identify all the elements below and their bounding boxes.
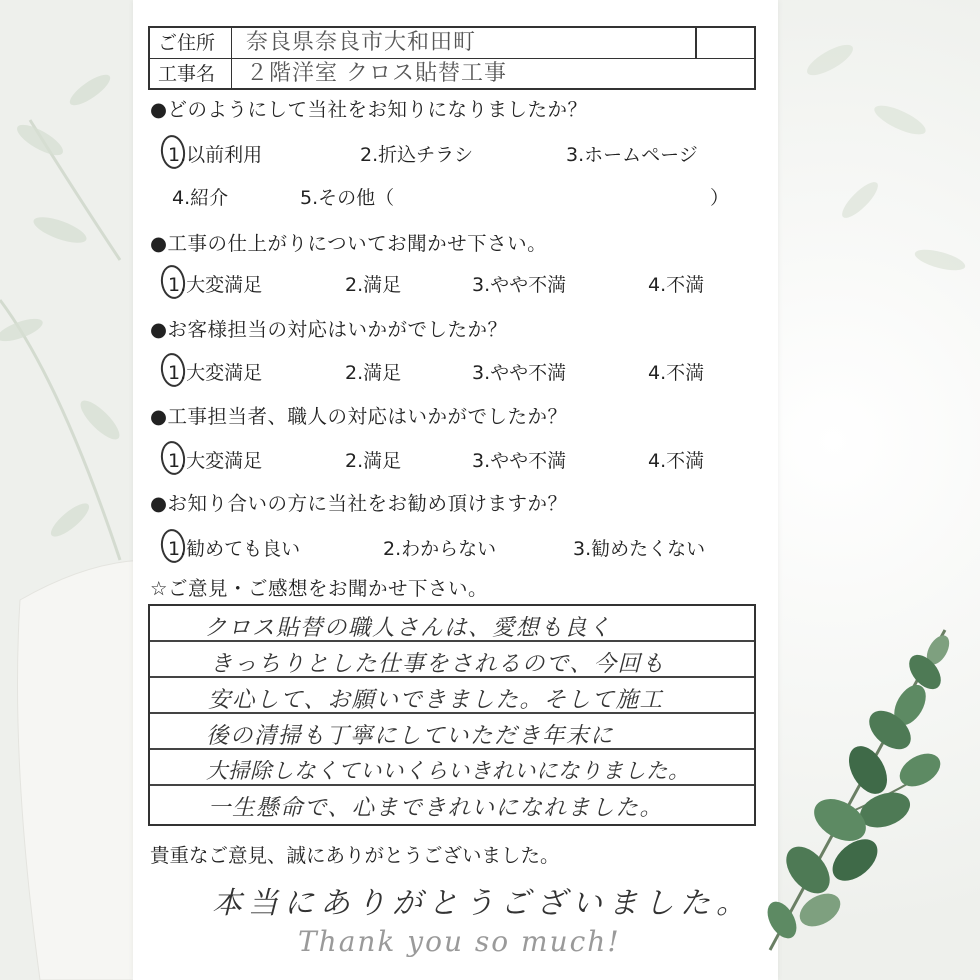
- q3-option-1: 1.大変満足: [168, 362, 263, 384]
- question-1: ●どのようにして当社をお知りになりましたか？: [150, 98, 588, 121]
- comment-line-1: クロス貼替の職人さんは、愛想も良く: [204, 615, 613, 641]
- address-label: ご住所: [150, 28, 232, 58]
- question-2: ●工事の仕上がりについてお聞かせ下さい。: [150, 232, 548, 255]
- q4-option-2: 2.満足: [345, 450, 402, 472]
- comment-box: [148, 604, 756, 826]
- work-label: 工事名: [150, 59, 232, 89]
- eucalyptus-sprig-icon: [760, 620, 980, 960]
- thank-you-script: Thank you so much!: [298, 925, 621, 958]
- q1-option-2: 2.折込チラシ: [360, 144, 474, 166]
- customer-info-table: [148, 26, 756, 90]
- handwritten-thanks: 本当にありがとうございました。: [212, 886, 752, 921]
- q3-option-3: 3.やや不満: [472, 362, 567, 384]
- work-value: ２階洋室 クロス貼替工事: [246, 61, 507, 86]
- comment-line-5: 大掃除しなくていいくらいきれいになりました。: [206, 759, 691, 784]
- q1-option-4: 4.紹介: [172, 187, 229, 209]
- printed-thanks: 貴重なご意見、誠にありがとうございました。: [150, 844, 560, 867]
- q1-option-3: 3.ホームページ: [566, 144, 698, 166]
- q2-option-2: 2.満足: [345, 274, 402, 296]
- comment-heading: ☆ご意見・ご感想をお聞かせ下さい。: [150, 577, 488, 600]
- q1-option-1: 1.以前利用: [168, 144, 263, 166]
- q3-option-2: 2.満足: [345, 362, 402, 384]
- comment-line-3: 安心して、お願いできました。そして施工: [208, 687, 664, 713]
- question-5: ●お知り合いの方に当社をお勧め頂けますか？: [150, 492, 568, 515]
- q1-option-5: 5.その他（: [300, 187, 395, 209]
- q4-option-3: 3.やや不満: [472, 450, 567, 472]
- question-4: ●工事担当者、職人の対応はいかがでしたか？: [150, 405, 568, 428]
- q3-option-4: 4.不満: [648, 362, 705, 384]
- comment-line-2: きっちりとした仕事をされるので、今回も: [210, 651, 666, 677]
- work-row: [150, 59, 754, 89]
- question-3: ●お客様担当の対応はいかがでしたか？: [150, 318, 508, 341]
- comment-line-4: 後の清掃も丁寧にしていただき年末に: [206, 723, 615, 749]
- q2-option-3: 3.やや不満: [472, 274, 567, 296]
- q2-option-4: 4.不満: [648, 274, 705, 296]
- q5-option-1: 1.勧めても良い: [168, 538, 301, 560]
- q1-option-5-close: ）: [710, 187, 730, 209]
- address-value: 奈良県奈良市大和田町: [246, 30, 477, 55]
- comment-line-6: 一生懸命で、心まできれいになれました。: [208, 795, 664, 821]
- q4-option-1: 1.大変満足: [168, 450, 263, 472]
- q5-option-3: 3.勧めたくない: [573, 538, 706, 560]
- address-row: [150, 28, 754, 59]
- q5-option-2: 2.わからない: [383, 538, 497, 560]
- table-divider: [695, 28, 697, 58]
- q2-option-1: 1.大変満足: [168, 274, 263, 296]
- q4-option-4: 4.不満: [648, 450, 705, 472]
